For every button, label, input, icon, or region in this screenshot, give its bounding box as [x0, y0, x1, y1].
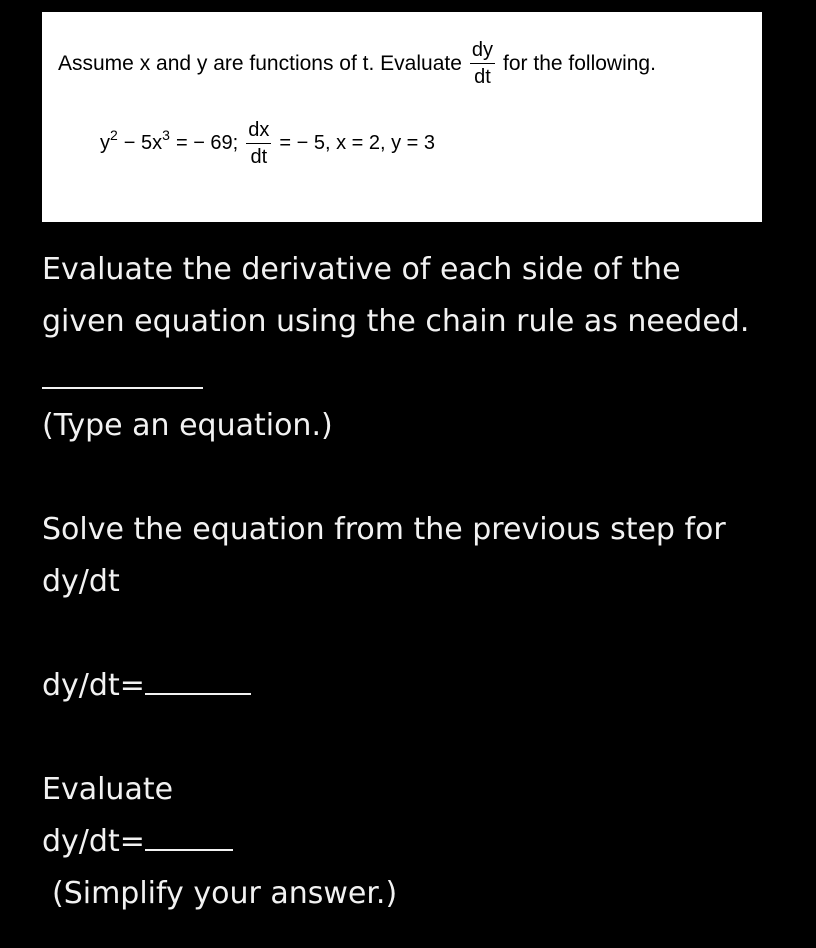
step3-answer-row: [42, 824, 233, 859]
step2-instruction-line1: Solve the equation from the previous step for: [42, 512, 726, 547]
step2-answer-blank[interactable]: [145, 671, 251, 695]
step2-answer-row: [42, 668, 251, 703]
y-term: y: [100, 132, 110, 154]
prompt-text-after: for the following.: [503, 51, 656, 75]
step1-instruction-line2: given equation using the chain rule as needed.: [42, 304, 750, 339]
dy-dt-fraction: [470, 40, 495, 87]
step3-answer-blank[interactable]: [145, 827, 233, 851]
problem-prompt: [58, 40, 656, 87]
step1-hint: (Type an equation.): [42, 408, 333, 443]
dx-dt-fraction: [246, 120, 271, 167]
step3-title: Evaluate: [42, 772, 174, 807]
fraction-denominator: dt: [474, 66, 491, 88]
step1-answer-blank[interactable]: [42, 387, 203, 389]
equation-conditions: = − 5, x = 2, y = 3: [279, 132, 436, 154]
x-exponent: 3: [162, 126, 170, 143]
y-exponent: 2: [110, 126, 118, 143]
given-equation: [100, 120, 435, 167]
minus-5x-term: − 5x: [123, 132, 163, 154]
prompt-text-before: Assume x and y are functions of t. Evaluate: [58, 51, 462, 75]
step1-instruction-line1: Evaluate the derivative of each side of the: [42, 252, 681, 287]
step2-instruction-line2: dy/dt: [42, 564, 120, 599]
problem-card: [42, 12, 762, 222]
fraction-numerator: dy: [470, 40, 495, 64]
step3-hint: (Simplify your answer.): [52, 876, 398, 911]
step2-answer-label: dy/dt=: [42, 668, 145, 703]
step3-answer-label: dy/dt=: [42, 824, 145, 859]
fraction-denominator: dt: [250, 146, 268, 168]
fraction-numerator: dx: [246, 120, 271, 144]
equation-rhs: = − 69;: [175, 132, 239, 154]
